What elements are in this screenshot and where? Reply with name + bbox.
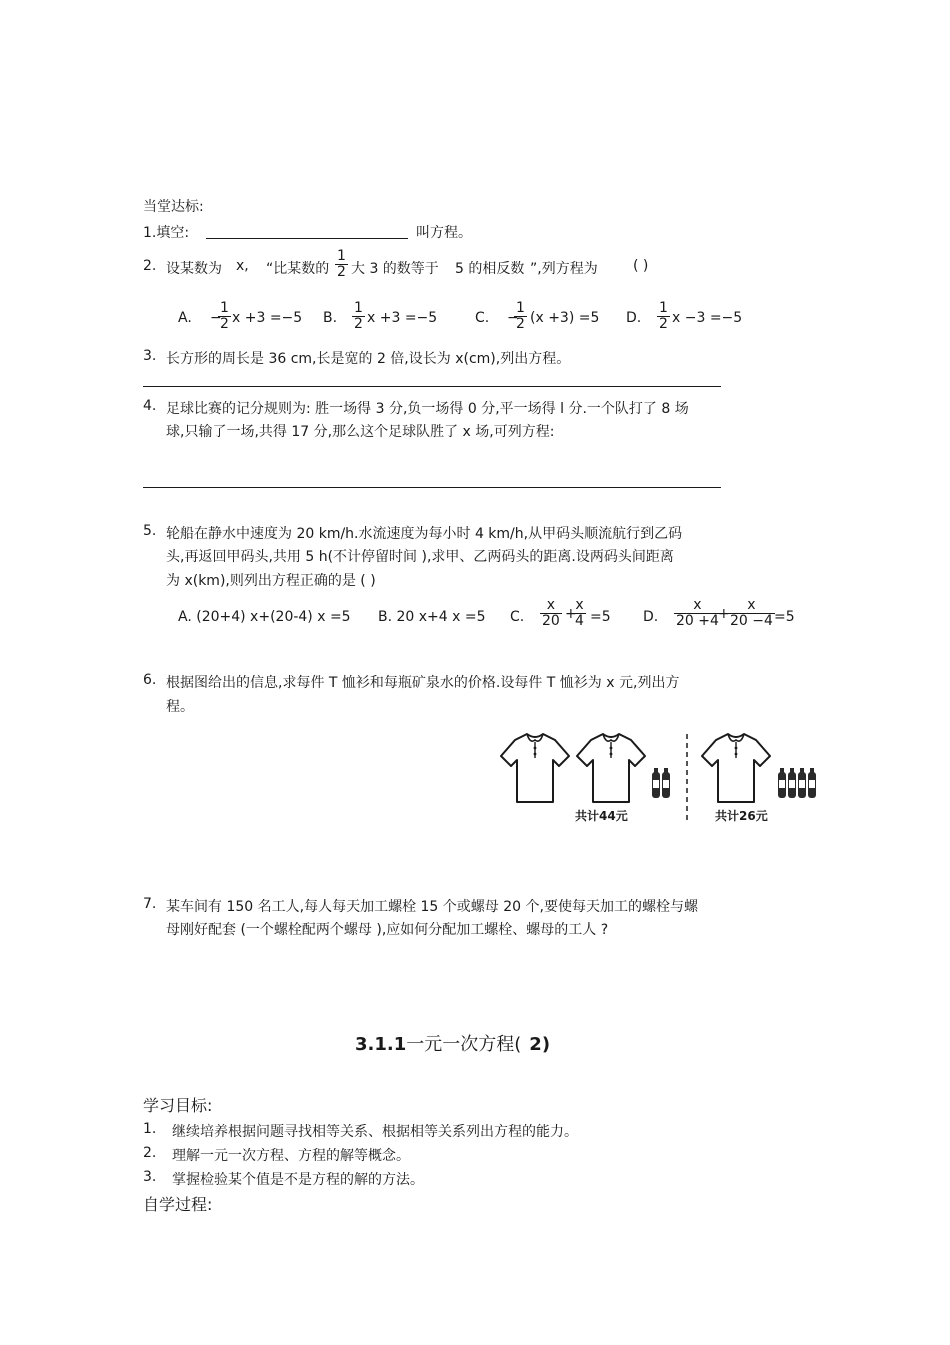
- q3-answer-line[interactable]: [143, 386, 721, 387]
- q2-option-a-den: 2: [220, 316, 229, 332]
- q1-blank[interactable]: [206, 238, 408, 239]
- section-header: 当堂达标:: [143, 199, 204, 215]
- q7-number: 7.: [143, 896, 157, 912]
- q4-answer-line[interactable]: [143, 487, 721, 488]
- q5-option-d-num-1: x: [674, 598, 721, 614]
- q2-option-c-sign: −: [507, 310, 519, 326]
- q2-frac-den: 2: [337, 264, 346, 280]
- q2-text-c: 大 3 的数等于: [351, 261, 439, 277]
- objective-item-number: 3.: [143, 1169, 157, 1185]
- q5-option-c-num-2: x: [573, 598, 586, 614]
- q2-text-b: “比某数的: [266, 261, 330, 277]
- right-total-label: 共计26元: [715, 809, 768, 823]
- q2-text-a: 设某数为: [166, 261, 222, 277]
- q2-option-c-label[interactable]: C.: [475, 310, 490, 326]
- water-bottle-icon: [778, 768, 786, 798]
- q5-option-c-den-1: 20: [542, 613, 560, 629]
- q5-option-c-plus: +: [565, 606, 577, 622]
- q5-option-a[interactable]: A. (20+4) x+(20-4) x =5: [178, 609, 351, 625]
- q2-answer-paren[interactable]: ( ): [633, 258, 649, 274]
- q4-number: 4.: [143, 398, 157, 414]
- q5-line-2: 头,再返回甲码头,共用 5 h(不计停留时间 ),求甲、乙两码头的距离.设两码头间距离: [166, 549, 674, 565]
- q2-option-a-num: 1: [220, 300, 229, 316]
- q5-line-1: 轮船在静水中速度为 20 km/h.水流速度为每小时 4 km/h,从甲码头顺流航行到乙码: [166, 526, 683, 542]
- q5-option-d-num-2: x: [728, 598, 775, 614]
- q7-line-2: 母刚好配套 (一个螺栓配两个螺母 ),应如何分配加工螺栓、螺母的工人 ?: [166, 922, 609, 938]
- q2-option-d-rest: x −3 =−5: [672, 310, 743, 326]
- self-study-title: 自学过程:: [143, 1195, 213, 1214]
- t-shirt-icon: [577, 734, 645, 802]
- q2-option-b-fraction: [352, 301, 365, 332]
- section-heading: [355, 1030, 550, 1056]
- q3-number: 3.: [143, 348, 157, 364]
- t-shirt-icon: [501, 734, 569, 802]
- q2-option-c-fraction: [514, 301, 527, 332]
- q2-option-c-num: 1: [516, 300, 525, 316]
- q1-prefix: 1.填空:: [143, 225, 190, 241]
- q2-option-d-den: 2: [659, 316, 668, 332]
- q3-text: 长方形的周长是 36 cm,长是宽的 2 倍,设长为 x(cm),列出方程。: [166, 351, 571, 367]
- q2-var: x,: [236, 258, 249, 274]
- q2-option-d-fraction: [657, 301, 670, 332]
- q5-option-c-label[interactable]: C.: [510, 609, 525, 625]
- q5-option-d-den-2: 20 −4: [730, 613, 773, 629]
- q2-number: 2.: [143, 258, 157, 274]
- t-shirt-icon: [702, 734, 770, 802]
- objective-item-text: 掌握检验某个值是不是方程的解的方法。: [172, 1172, 424, 1188]
- q2-option-c-den: 2: [516, 316, 525, 332]
- objective-item-text: 理解一元一次方程、方程的解等概念。: [172, 1148, 410, 1164]
- q2-option-b-den: 2: [354, 316, 363, 332]
- q5-option-c-frac-2: [573, 598, 586, 629]
- heading-part-number: 2: [529, 1034, 542, 1055]
- q5-option-d-frac-2: [728, 598, 775, 629]
- q2-option-d-label[interactable]: D.: [626, 310, 642, 326]
- q2-option-a-rest: x +3 =−5: [232, 310, 303, 326]
- q6-number: 6.: [143, 672, 157, 688]
- water-bottle-icon: [652, 768, 660, 798]
- q5-option-c-num-1: x: [540, 598, 562, 614]
- water-bottle-icon: [798, 768, 806, 798]
- water-bottle-icon: [808, 768, 816, 798]
- q5-number: 5.: [143, 523, 157, 539]
- q4-line-2: 球,只输了一场,共得 17 分,那么这个足球队胜了 x 场,可列方程:: [166, 424, 555, 440]
- left-total-label: 共计44元: [575, 809, 628, 823]
- q2-option-a-fraction: [218, 301, 231, 332]
- q5-option-d-eq: =5: [774, 609, 795, 625]
- heading-close: ): [541, 1034, 551, 1055]
- q2-option-b-num: 1: [354, 300, 363, 316]
- q5-option-d-plus: +: [718, 606, 730, 622]
- q2-fraction: [335, 249, 348, 280]
- heading-text: 一元一次方程(: [406, 1034, 522, 1055]
- q5-line-3: 为 x(km),则列出方程正确的是 ( ): [166, 573, 376, 589]
- heading-number: 3.1.1: [355, 1034, 407, 1055]
- q2-option-b-label[interactable]: B.: [323, 310, 338, 326]
- q2-option-d-num: 1: [659, 300, 668, 316]
- q7-line-1: 某车间有 150 名工人,每人每天加工螺栓 15 个或螺母 20 个,要使每天加工的螺栓与螺: [166, 899, 698, 915]
- q6-figure: [495, 728, 825, 828]
- q2-option-a-label[interactable]: A.: [178, 310, 192, 326]
- q5-option-c-den-2: 4: [575, 613, 584, 629]
- q2-option-c-rest: (x +3) =5: [530, 310, 600, 326]
- q5-option-d-den-1: 20 +4: [676, 613, 719, 629]
- objectives-title: 学习目标:: [143, 1096, 213, 1115]
- q4-line-1: 足球比赛的记分规则为: 胜一场得 3 分,负一场得 0 分,平一场得 l 分.一个队打了 8 场: [166, 401, 689, 417]
- q2-text-d: 5 的相反数: [455, 261, 525, 277]
- water-bottle-icon: [788, 768, 796, 798]
- q2-text-e: ”,列方程为: [530, 261, 598, 277]
- objective-item-number: 1.: [143, 1121, 157, 1137]
- objective-item-text: 继续培养根据问题寻找相等关系、根据相等关系列出方程的能力。: [172, 1124, 578, 1140]
- q5-option-d-frac-1: [674, 598, 721, 629]
- q6-line-1: 根据图给出的信息,求每件 T 恤衫和每瓶矿泉水的价格.设每件 T 恤衫为 x 元,列出方: [166, 675, 680, 691]
- q5-option-c-eq: =5: [590, 609, 611, 625]
- q2-option-b-rest: x +3 =−5: [367, 310, 438, 326]
- q1-suffix: 叫方程。: [416, 225, 472, 241]
- q5-option-c-frac-1: [540, 598, 562, 629]
- q5-option-d-label[interactable]: D.: [643, 609, 659, 625]
- q6-line-2: 程。: [166, 699, 194, 715]
- q2-frac-num: 1: [337, 248, 346, 264]
- objective-item-number: 2.: [143, 1145, 157, 1161]
- q5-option-b[interactable]: B. 20 x+4 x =5: [378, 609, 486, 625]
- water-bottle-icon: [662, 768, 670, 798]
- q2-option-a-sign: −: [210, 310, 222, 326]
